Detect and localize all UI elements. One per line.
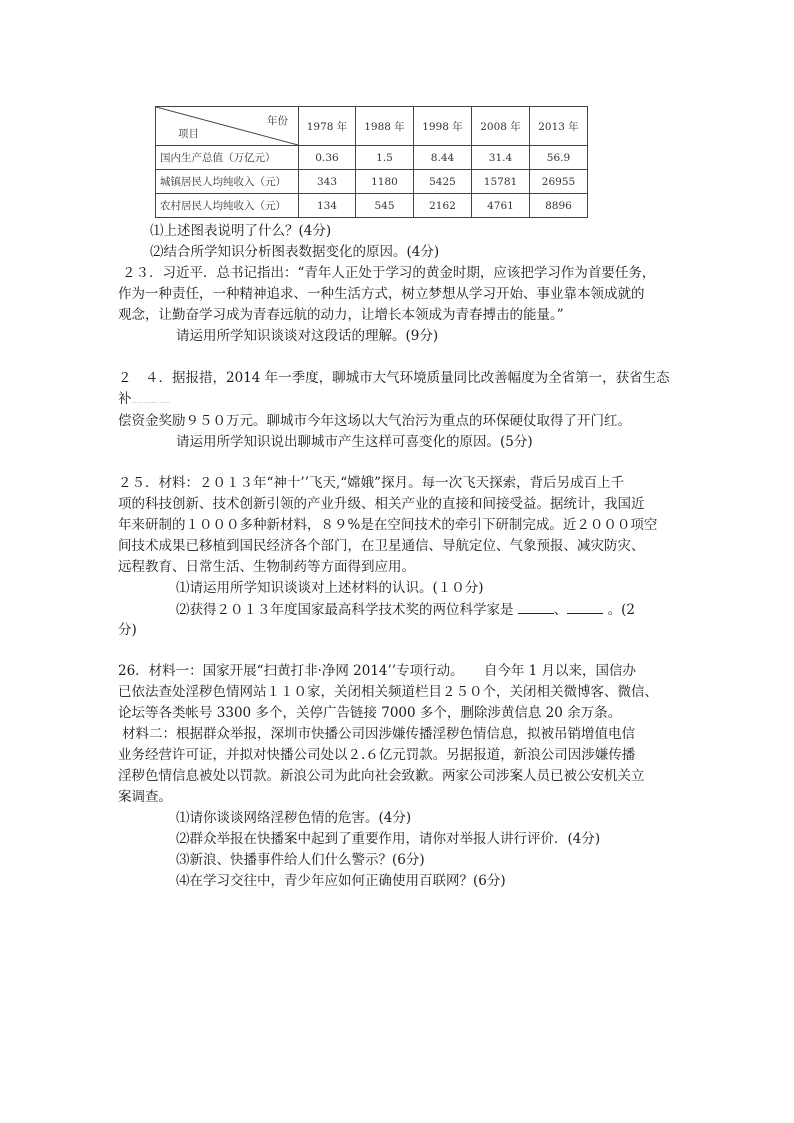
table-cell: 8.44: [414, 146, 472, 170]
q26-line: 26．材料一：国家开展“扫黄打非·净网 2014’’专项行动。 自今年 1 月以来，国信办: [118, 663, 637, 679]
q25-line: 远程教育、日常生活、生物制药等方面得到应用。: [118, 559, 415, 575]
table-corner-cell: [156, 107, 299, 146]
q25-sub2-text: ⑵获得２０１３年度国家最高科学技术奖的两位科学家是: [176, 602, 514, 618]
q25-sub2-tail: 。(2: [607, 602, 635, 618]
q23-line: ２３．习近平．总书记指出：“青年人正处于学习的黄金时期，应该把学习作为首要任务，: [122, 265, 656, 281]
table-row: [156, 170, 588, 194]
table-row: [156, 194, 588, 218]
table-cell: 56.9: [530, 146, 588, 170]
q26-line: 论坛等各类帐号 3300 多个，关停广告链接 7000 多个，删除涉黄信息 20 余万条。: [118, 705, 622, 721]
q24-line: ２ ４．据报措，2014 年一季度，聊城市大气环境质量同比改善幅度为全省第一，获省生态: [118, 370, 670, 386]
table-header-row: [156, 107, 588, 146]
year-header: 1988 年: [356, 107, 414, 146]
q26-sub1: ⑴请你谈谈网络淫秽色情的危害。(4分): [176, 810, 412, 826]
q23-prompt: 请运用所学知识谈谈对这段话的理解。(9分): [176, 328, 439, 344]
table-cell: 5425: [414, 170, 472, 194]
table-cell: 134: [299, 194, 356, 218]
table-cell: 15781: [472, 170, 530, 194]
table-cell: 343: [299, 170, 356, 194]
table-row: [156, 146, 588, 170]
year-header: 2013 年: [530, 107, 588, 146]
table-cell: 4761: [472, 194, 530, 218]
table-cell: 8896: [530, 194, 588, 218]
q23-line: 观念，让勤奋学习成为青春远航的动力，让增长本领成为青春搏击的能量。”: [118, 307, 564, 323]
q25-sub1: ⑴请运用所学知识谈谈对上述材料的认识。(１０分): [176, 580, 484, 596]
q22-sub1: ⑴上述图表说明了什么？(4分): [150, 223, 332, 239]
row-label: 农村居民人均纯收入（元）: [156, 194, 299, 218]
q25-line: 年来研制的１０００多种新材料，８９%是在空间技术的牵引下研制完成。近２０００项空: [118, 517, 658, 533]
year-header: 1998 年: [414, 107, 472, 146]
answer-blank[interactable]: [518, 600, 554, 614]
table-cell: 545: [356, 194, 414, 218]
q25-sub2: [176, 600, 635, 619]
row-label: 国内生产总值（万亿元）: [156, 146, 299, 170]
q26-line: 案调查。: [118, 789, 172, 805]
table-cell: 26955: [530, 170, 588, 194]
q24-line: 偿资金奖励９５０万元。聊城市今年这场以大气治污为重点的环保硬仗取得了开门红。: [118, 413, 631, 429]
q26-sub4: ⑷在学习交往中，青少年应如何正确使用百联网？(6分): [176, 873, 506, 889]
q26-line: 业务经营许可证，并拟对快播公司处以２.６亿元罚款。另据报道，新浪公司因涉嫌传播: [118, 747, 636, 763]
corner-item-label: 项目: [178, 128, 199, 140]
q26-line: 已依法查处淫秽色情网站１１０家，关闭相关频道栏目２５０个，关闭相关微博客、微信、: [118, 684, 658, 700]
year-header: 1978 年: [299, 107, 356, 146]
q24-dots: …… ……… ……: [131, 399, 170, 405]
table-cell: 0.36: [299, 146, 356, 170]
q26-line: 材料二：根据群众举报，深圳市快播公司因涉嫌传播淫秽色情信息，拟被吊销增值电信: [122, 726, 635, 742]
table-cell: 1180: [356, 170, 414, 194]
q26-line: 淫秽色情信息被处以罚款。新浪公司为此向社会致歉。两家公司涉案人员已被公安机关立: [118, 768, 645, 784]
q25-line: 项的科技创新、技术创新引领的产业升级、相关产业的直接和间接受益。据统计，我国近: [118, 496, 645, 512]
table-cell: 1.5: [356, 146, 414, 170]
corner-year-label: 年份: [267, 115, 288, 127]
q25-sub2-separator: 、: [553, 602, 568, 618]
table-cell: 2162: [414, 194, 472, 218]
q22-sub2: ⑵结合所学知识分析图表数据变化的原因。(4分): [150, 244, 440, 260]
row-label: 城镇居民人均纯收入（元）: [156, 170, 299, 194]
q25-sub2-end: 分): [118, 622, 137, 638]
q24-prompt: 请运用所学知识说出聊城市产生这样可喜变化的原因。(5分): [176, 434, 533, 450]
answer-blank[interactable]: [567, 600, 603, 614]
q25-line: ２５．材料：２０１３年“神十’’飞天,“嫦娥”探月。每一次飞天探索，背后另成百上千: [118, 475, 625, 491]
q24-line-text: 补: [118, 391, 132, 407]
q25-line: 间技术成果已移植到国民经济各个部门，在卫星通信、导航定位、气象预报、减灾防灾、: [118, 538, 645, 554]
q24-line: [118, 390, 170, 411]
year-header: 2008 年: [472, 107, 530, 146]
table-cell: 31.4: [472, 146, 530, 170]
q26-sub2: ⑵群众举报在快播案中起到了重要作用，请你对举报人讲行评价．(4分): [176, 831, 601, 847]
q26-sub3: ⑶新浪、快播事件给人们什么警示？(6分): [176, 852, 425, 868]
statistics-table: [155, 106, 588, 218]
q23-line: 作为一种责任，一种精神追求、一种生活方式，树立梦想从学习开始、事业靠本领成就的: [118, 286, 645, 302]
